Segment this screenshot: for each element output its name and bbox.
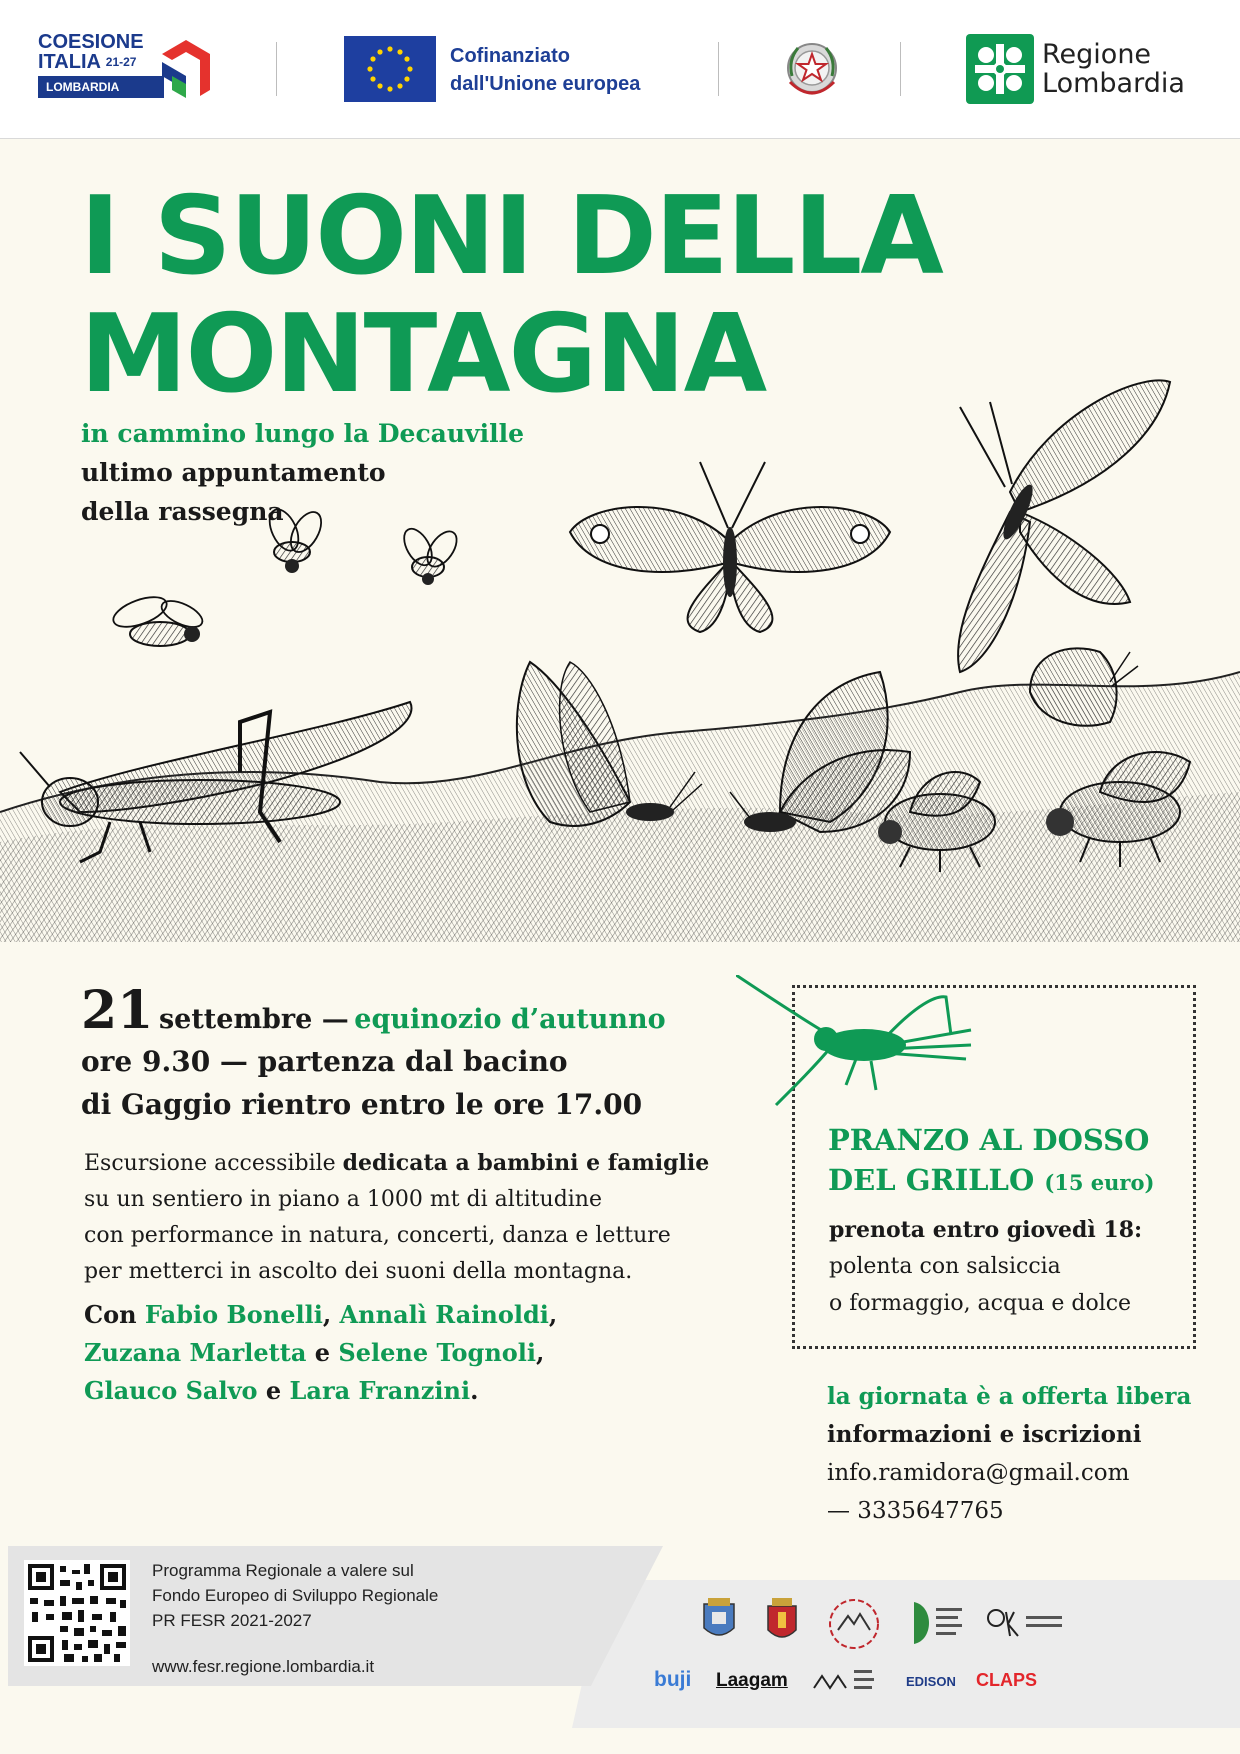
edison-logo: EDISON [906,1674,956,1689]
regione-lombardia-text [1042,40,1185,98]
event-time-lines [81,1040,642,1126]
claps-logo: CLAPS [976,1670,1038,1690]
eu-line2: dall'Unione europea [450,73,641,95]
eu-line1: Cofinanziato [450,45,570,67]
lunch-price: (15 euro) [1044,1170,1155,1195]
coesione-region-badge: LOMBARDIA [38,76,164,98]
laagam-logo: Laagam [716,1670,788,1691]
info-heading: informazioni e iscrizioni [827,1421,1142,1448]
subtitle-line1: in cammino lungo la Decauville [81,419,524,448]
performer-name: Zuzana Marletta [84,1338,307,1367]
comune-di-piateda-logo-icon [694,1594,744,1650]
contact-email[interactable]: info.ramidora@gmail.com [827,1460,1130,1486]
lunch-menu [829,1248,1131,1322]
fly-illustration-3 [398,524,462,585]
title-line1: I SUONI DELLA [80,174,942,299]
qr-code-icon[interactable] [24,1560,130,1666]
buji-logo: buji [654,1668,692,1691]
performer-name: Fabio Bonelli [144,1300,323,1329]
desc-highlight: dedicata a bambini e famiglie [342,1150,710,1176]
fly-illustration-2 [264,505,328,573]
insects-engraving-illustration [0,372,1240,942]
performers-list: Con Fabio Bonelli, Annalì Rainoldi, Zuzana Marletta e Selene Tognoli, Glauco Salvo e Lara Franzini. [84,1300,558,1405]
regione-line2: Lombardia [1042,68,1185,99]
logo-header [0,0,1240,139]
lunch-menu-line2: o formaggio, acqua e dolce [829,1291,1132,1316]
contact-phone[interactable]: — 3335647765 [827,1498,1004,1524]
fesr-line3: PR FESR 2021-2027 [152,1611,312,1630]
event-description [84,1145,709,1290]
event-month: settembre — [158,1004,349,1035]
header-divider [718,42,719,96]
butterfly-illustration-top [570,462,890,632]
fesr-line1: Programma Regionale a valere sul [152,1561,414,1580]
regione-lombardia-rose-icon [966,34,1034,104]
coesione-line1: COESIONE [38,31,144,53]
event-time-line: ore 9.30 — partenza dal bacino [81,1045,568,1078]
lunch-menu-line1: polenta con salsiccia [829,1254,1061,1279]
fly-illustration-1 [110,591,207,646]
header-divider [900,42,901,96]
contact-info [827,1378,1191,1530]
free-offer-text: la giornata è a offerta libera [827,1383,1192,1410]
sondrio-crest-icon [762,1594,802,1650]
regione-line1: Regione [1042,39,1152,70]
ora-residenze-logo-icon [984,1604,1068,1644]
cricket-icon [736,975,976,1115]
title-line2: MONTAGNA [80,292,766,417]
swallowtail-butterfly-illustration [958,380,1170,672]
lunch-booking-deadline: prenota entro giovedì 18: [829,1217,1143,1243]
dap-per-tutto-logo-icon [812,1666,882,1696]
header-divider [276,42,277,96]
desc-line4: per metterci in ascolto dei suoni della montagna. [84,1259,633,1284]
coesione-italia-logo [34,32,214,106]
fesr-website-link[interactable]: www.fesr.regione.lombardia.it [152,1657,375,1676]
event-occasion: equinozio d’autunno [354,1004,666,1035]
performer-name: Glauco Salvo [84,1376,258,1405]
lunch-title-line1: PRANZO AL DOSSO [828,1123,1150,1157]
event-date-line [81,980,666,1041]
fesr-program-text [152,1558,438,1633]
desc-line2: su un sentiero in piano a 1000 mt di altitudine [84,1187,602,1212]
subtitle-line3: della rassegna [81,497,284,526]
eu-cofinanced-text [450,42,640,98]
coesione-line2: ITALIA [38,51,101,73]
performers-con: Con [84,1300,137,1329]
citta-alpina-logo-icon [826,1596,882,1652]
performer-name: Annalì Rainoldi [339,1300,549,1329]
lunch-title-line2: DEL GRILLO [828,1163,1035,1197]
coesione-years: 21-27 [105,55,137,69]
subtitle-line2: ultimo appuntamento [81,458,386,487]
lunch-title [828,1120,1154,1203]
fesr-line2: Fondo Europeo di Sviluppo Regionale [152,1586,439,1605]
coesione-arrows-icon [152,32,214,106]
event-day: 21 [81,980,154,1041]
morbegno-museum-logo-icon [906,1598,970,1648]
performer-name: Lara Franzini [289,1376,471,1405]
event-return-line: di Gaggio rientro entro le ore 17.00 [81,1088,643,1121]
performer-name: Selene Tognoli [338,1338,537,1367]
eu-flag-icon [344,36,436,102]
desc-intro: Escursione accessibile [84,1151,343,1176]
italian-republic-emblem-icon [780,36,844,104]
desc-line3: con performance in natura, concerti, danza e letture [84,1223,671,1248]
